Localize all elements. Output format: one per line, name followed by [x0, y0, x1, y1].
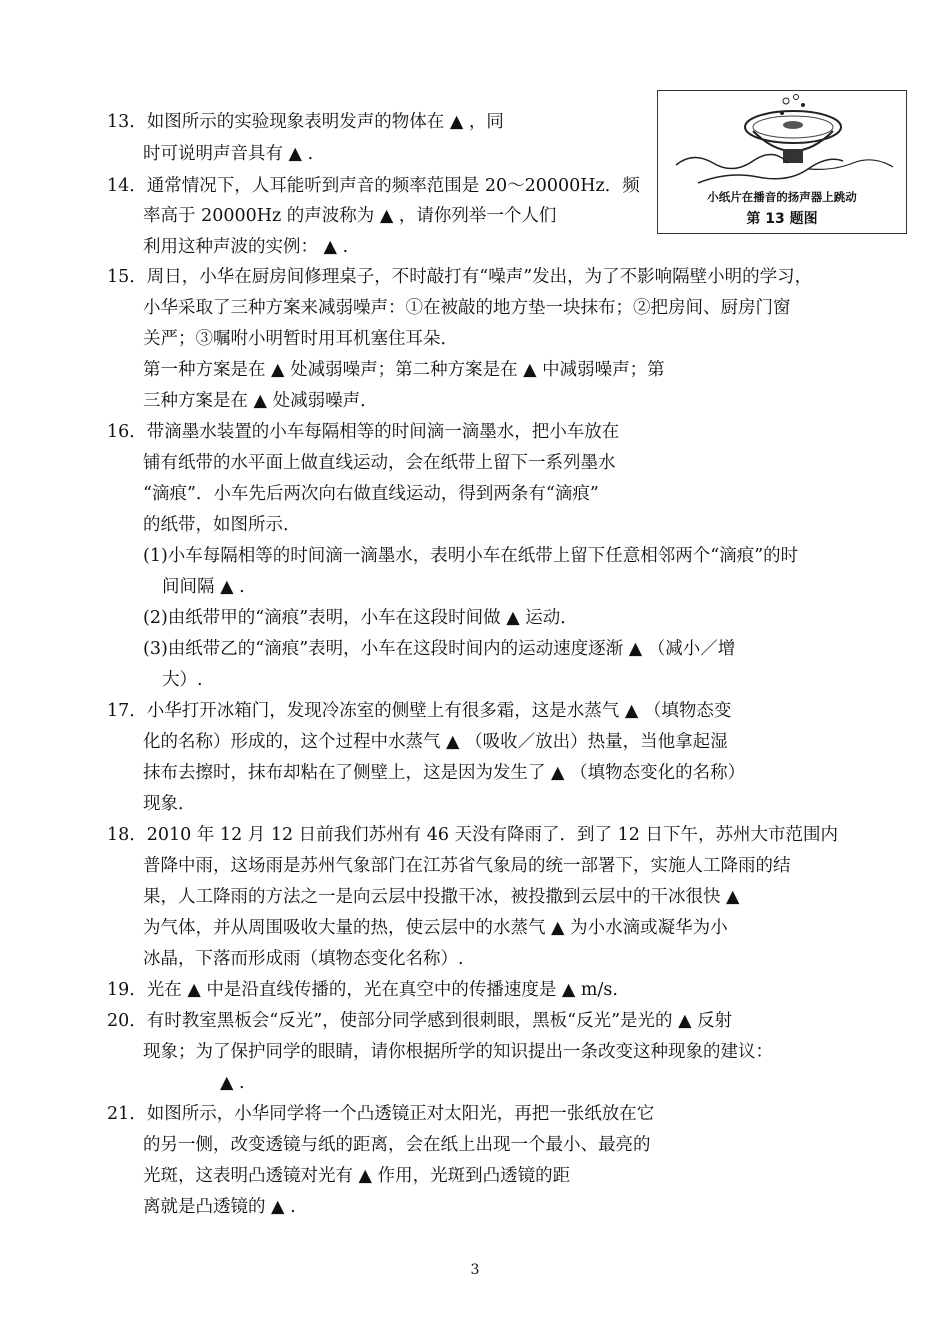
- text-line: 利用这种声波的实例： ▲ .: [143, 237, 349, 257]
- text-line: 现象．: [143, 794, 196, 814]
- text-line: “滴痕”．小车先后两次向右做直线运动，得到两条有“滴痕”: [143, 484, 599, 504]
- text-line: 第一种方案是在 ▲ 处减弱噪声；第二种方案是在 ▲ 中减弱噪声；第: [143, 360, 665, 380]
- text-line: 光斑，这表明凸透镜对光有 ▲ 作用，光斑到凸透镜的距: [143, 1166, 571, 1186]
- text-line: 小华采取了三种方案来减弱噪声：①在被敲的地方垫一块抹布；②把房间、厨房门窗: [143, 298, 791, 318]
- text-line: 19．光在 ▲ 中是沿直线传播的，光在真空中的传播速度是 ▲ m/s.: [107, 980, 618, 1000]
- text-line: 现象；为了保护同学的眼睛，请你根据所学的知识提出一条改变这种现象的建议：: [143, 1042, 773, 1062]
- text-line: 时可说明声音具有 ▲ .: [143, 144, 314, 164]
- text-line: 化的名称）形成的，这个过程中水蒸气 ▲ （吸收／放出）热量，当他拿起湿: [143, 732, 728, 752]
- text-line: 率高于 20000Hz 的声波称为 ▲ ，请你列举一个人们: [143, 206, 557, 226]
- text-line: 抹布去擦时，抹布却粘在了侧壁上，这是因为发生了 ▲ （填物态变化的名称）: [143, 763, 746, 783]
- text-line: 15．周日，小华在厨房间修理桌子，不时敲打有“噪声”发出，为了不影响隔壁小明的学习，: [107, 267, 813, 287]
- text-line: 关严；③嘱咐小明暂时用耳机塞住耳朵．: [143, 329, 458, 349]
- text-line: (3)由纸带乙的“滴痕”表明，小车在这段时间内的运动速度逐渐 ▲ （减小／增: [143, 639, 736, 659]
- text-line: 大）.: [162, 670, 203, 690]
- text-line: 18．2010 年 12 月 12 日前我们苏州有 46 天没有降雨了．到了 12 日下午，苏州大市范围内: [107, 825, 838, 845]
- figure-label: 第 13 题图: [746, 211, 818, 227]
- text-line: 20．有时教室黑板会“反光”，使部分同学感到很刺眼，黑板“反光”是光的 ▲ 反射: [107, 1011, 733, 1031]
- text-line: 果，人工降雨的方法之一是向云层中投撒干冰，被投撒到云层中的干冰很快 ▲: [143, 887, 740, 907]
- text-line: 离就是凸透镜的 ▲ .: [143, 1197, 296, 1217]
- text-line: ▲ .: [220, 1073, 245, 1093]
- text-line: 17．小华打开冰箱门，发现冷冻室的侧壁上有很多霜，这是水蒸气 ▲ （填物态变: [107, 701, 732, 721]
- text-line: 铺有纸带的水平面上做直线运动，会在纸带上留下一系列墨水: [143, 453, 616, 473]
- page-number: 3: [470, 1262, 480, 1278]
- text-line: 14．通常情况下，人耳能听到声音的频率范围是 20～20000Hz．频: [107, 176, 640, 196]
- text-line: 为气体，并从周围吸收大量的热，使云层中的水蒸气 ▲ 为小水滴或凝华为小: [143, 918, 728, 938]
- text-line: 间间隔 ▲ .: [162, 577, 245, 597]
- text-line: 21．如图所示，小华同学将一个凸透镜正对太阳光，再把一张纸放在它: [107, 1104, 655, 1124]
- text-line: (2)由纸带甲的“滴痕”表明，小车在这段时间做 ▲ 运动．: [143, 608, 578, 628]
- text-line: 13．如图所示的实验现象表明发声的物体在 ▲ ，同: [107, 112, 504, 132]
- speaker-figure: [657, 90, 907, 234]
- text-line: 的纸带，如图所示．: [143, 515, 301, 535]
- text-line: (1)小车每隔相等的时间滴一滴墨水，表明小车在纸带上留下任意相邻两个“滴痕”的时: [143, 546, 799, 566]
- text-line: 三种方案是在 ▲ 处减弱噪声．: [143, 391, 378, 411]
- text-line: 普降中雨，这场雨是苏州气象部门在江苏省气象局的统一部署下，实施人工降雨的结: [143, 856, 791, 876]
- text-line: 的另一侧，改变透镜与纸的距离，会在纸上出现一个最小、最亮的: [143, 1135, 651, 1155]
- text-line: 16．带滴墨水装置的小车每隔相等的时间滴一滴墨水，把小车放在: [107, 422, 620, 442]
- text-line: 冰晶，下落而形成雨（填物态变化名称）.: [143, 949, 464, 969]
- figure-caption: 小纸片在播音的扬声器上跳动: [707, 190, 857, 204]
